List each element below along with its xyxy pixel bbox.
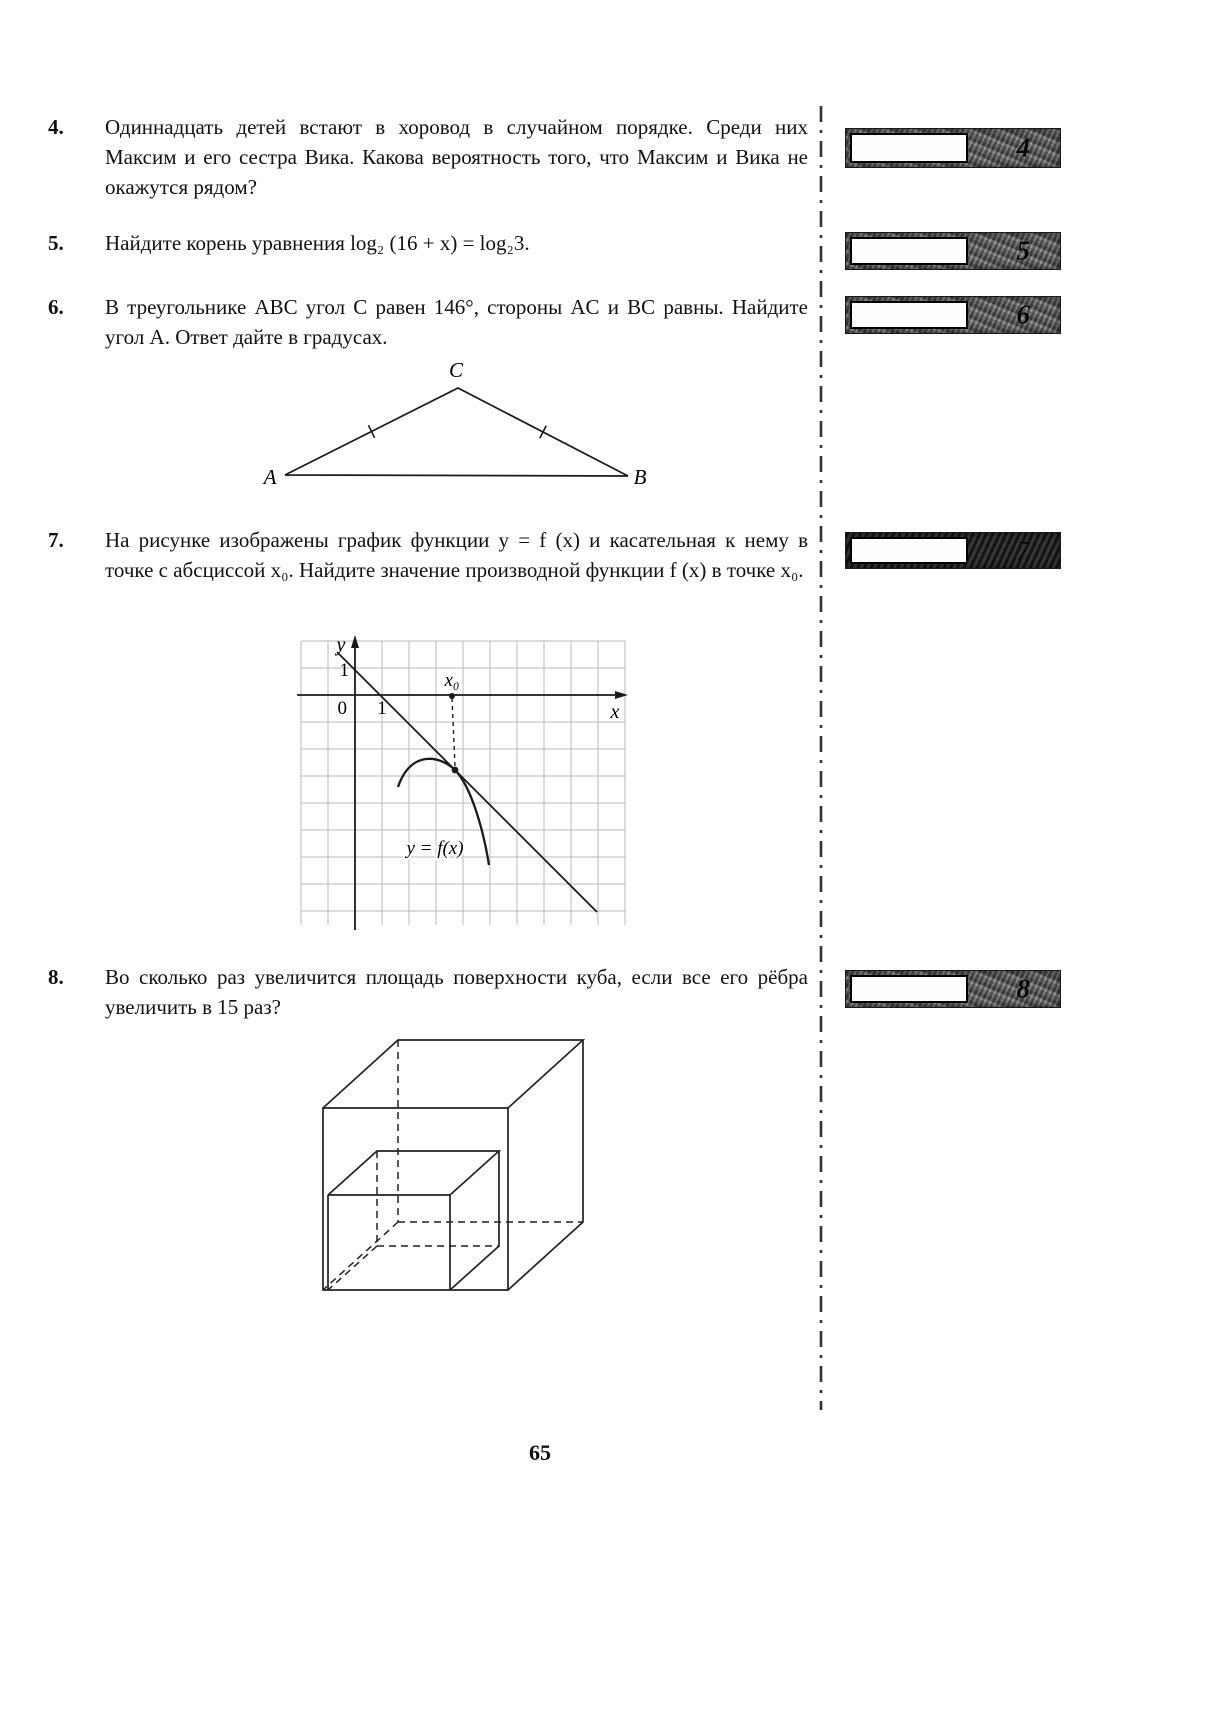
triangle-outline	[285, 388, 628, 476]
dashed-separator	[818, 106, 826, 1410]
problem-4	[48, 112, 808, 202]
answer-blank-8[interactable]	[850, 975, 968, 1003]
answer-box-4-number: 4	[1016, 132, 1030, 163]
page-number: 65	[529, 1440, 551, 1465]
problem-8-text: Во сколько раз увеличится площадь поверхности куба, если все его рёбра увеличить в 15 раз?	[105, 965, 808, 1019]
x-axis-arrow	[615, 691, 628, 699]
answer-blank-6[interactable]	[850, 301, 968, 329]
cube-figure	[298, 1028, 610, 1300]
dashed-drop-line	[452, 698, 455, 766]
answer-box-4	[845, 128, 1061, 168]
answer-box-7-number: 7	[1016, 535, 1030, 565]
x0-label: x₀	[444, 670, 460, 691]
grid-lines	[301, 641, 625, 925]
problem-6-text: В треугольнике ABC угол C равен 146°, стороны AC и BC равны. Найдите угол A. Ответ дайте в градусах.	[105, 295, 808, 349]
tick-mark-cb	[540, 426, 546, 438]
problem-5-text: Найдите корень уравнения log₂ (16 + x) = log₂3.	[105, 231, 530, 255]
x-tick-label: 1	[377, 698, 387, 719]
answer-box-8	[845, 970, 1061, 1008]
problem-4-text: Одиннадцать детей встают в хоровод в случайном порядке. Среди них Максим и его сестра Вика. Какова вероятность того, что Максим и Вика не окажутся рядом?	[105, 115, 808, 199]
answer-box-6	[845, 296, 1061, 334]
answer-box-5-number: 5	[1016, 235, 1030, 266]
function-graph-figure	[285, 635, 630, 935]
big-cube-right-face	[508, 1040, 583, 1290]
tangency-point	[452, 767, 459, 774]
vertex-b-label: B	[633, 465, 647, 489]
curve-label: y = f(x)	[406, 838, 464, 859]
answer-blank-5[interactable]	[850, 237, 968, 265]
small-cube-right-face	[450, 1151, 499, 1290]
small-cube-front-face	[328, 1195, 450, 1290]
answer-blank-4[interactable]	[850, 133, 968, 163]
answer-blank-7[interactable]	[850, 537, 968, 564]
problem-7	[48, 525, 808, 585]
answer-box-7	[845, 532, 1061, 569]
vertex-c-label: C	[448, 360, 464, 382]
tangent-line	[337, 652, 597, 912]
problem-8	[48, 962, 808, 1022]
triangle-figure	[240, 360, 670, 494]
vertex-a-label: A	[263, 465, 277, 489]
small-cube-top-face	[328, 1151, 499, 1195]
tick-mark-ac	[368, 425, 374, 438]
problem-8-number: 8.	[48, 965, 64, 989]
answer-box-5	[845, 232, 1061, 270]
problem-6	[48, 292, 808, 352]
origin-label: 0	[337, 698, 347, 719]
problem-4-number: 4.	[48, 115, 64, 139]
x0-axis-point	[449, 693, 455, 699]
problem-5-number: 5.	[48, 231, 64, 255]
problem-5	[48, 228, 808, 258]
x-axis-label: x	[610, 701, 620, 723]
problem-7-text: На рисунке изображены график функции y = f (x) и касательная к нему в точке с абсциссой x₀. Найдите значение производной функции f (x) в точке x₀.	[105, 528, 808, 582]
problem-6-number: 6.	[48, 295, 64, 319]
big-cube-top-face	[323, 1040, 583, 1108]
y-tick-label: 1	[339, 660, 349, 681]
problem-7-number: 7.	[48, 528, 64, 552]
answer-box-6-number: 6	[1016, 299, 1030, 330]
answer-box-8-number: 8	[1016, 973, 1030, 1004]
y-axis-label: y	[336, 635, 346, 656]
